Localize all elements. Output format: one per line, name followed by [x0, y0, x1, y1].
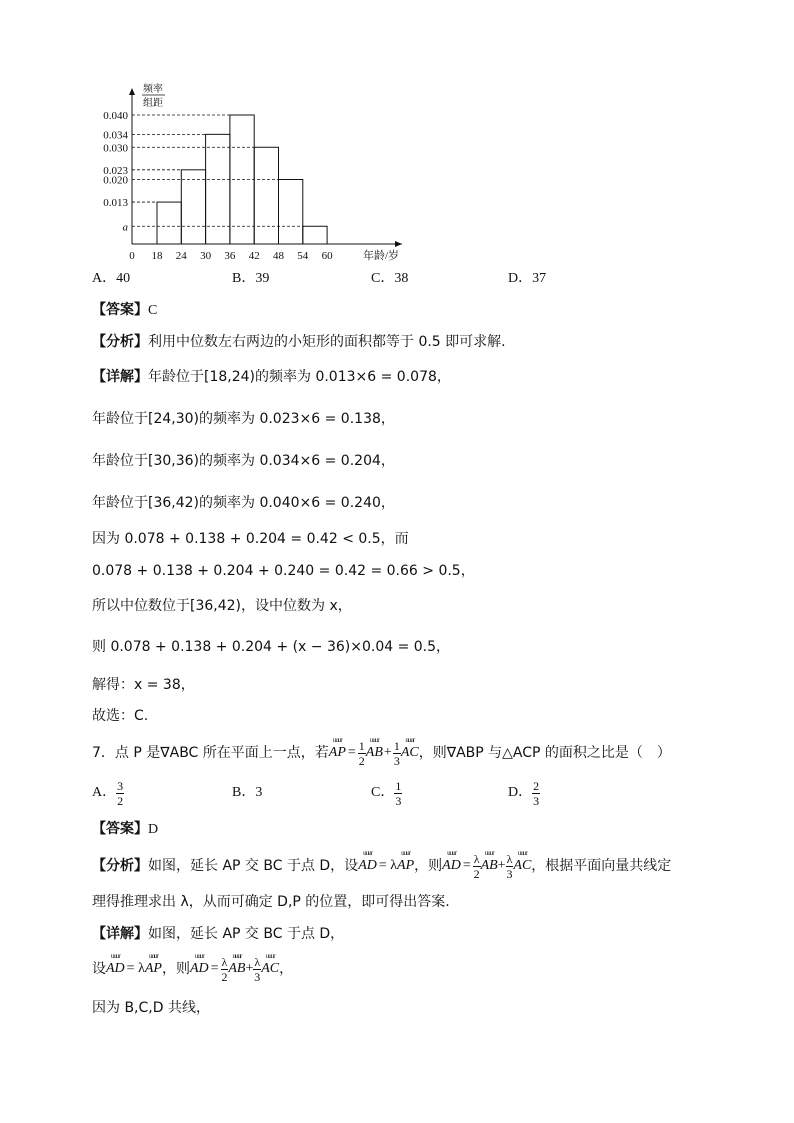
q7-option-a: A． $\frac{3}{2}$: [92, 778, 124, 808]
y-tick-label: 0.030: [103, 142, 128, 155]
answer-tag: 【答案】: [92, 302, 148, 318]
x-tick-label: 30: [200, 250, 212, 262]
option-b: B．39: [232, 271, 270, 286]
y-tick-label: 0.013: [103, 197, 128, 210]
detail-line-9: 解得：x = 38，: [92, 677, 195, 693]
x-tick-label: 48: [273, 250, 284, 262]
y-tick-label: 0.020: [103, 174, 128, 187]
y-axis-label-bottom: 组距: [143, 98, 163, 109]
detail-line-1: 【详解】年龄位于[18,24)的频率为 0.013×6 = 0.078，: [92, 369, 451, 385]
detail-line-5: 因为 0.078 + 0.138 + 0.204 = 0.42 < 0.5，而: [92, 531, 409, 547]
q7-analysis-line-1: 【分析】 如图，延长 AP 交 BC 于点 D，设 uuur AD = λ uuur AP ，则 uuur AD = $\frac{\lambda}{2}$ uuur AB + $\frac{\lambda}{3}$ uuur AC ，根据平面向量共线定: [92, 850, 671, 882]
y-tick-label: 0.040: [103, 110, 128, 122]
q7-option-c: C． $\frac{1}{3}$: [371, 778, 402, 808]
q7-stem: 7．点 P 是∇ABC 所在平面上一点，若 uuur AP = $\frac{1}{2}$ uuur AB + $\frac{1}{3}$ uuur AC ，则∇ABP 与△ACP 的面积之比是（ ）: [92, 738, 671, 768]
analysis-tag: 【分析】: [92, 334, 148, 350]
x-tick-label: 24: [175, 250, 187, 262]
fraction-half: $\frac{1}{2}$: [358, 738, 365, 768]
bar-48-54: [279, 180, 303, 245]
q7-option-d: D． $\frac{2}{3}$: [508, 778, 540, 808]
y-axis-arrow: [129, 88, 135, 95]
analysis-text: 利用中位数左右两边的小矩形的面积都等于 0.5 即可求解.: [148, 334, 506, 350]
x-tick-label: 36: [224, 250, 236, 262]
q7-detail-tag: 【详解】: [92, 926, 148, 942]
x-tick-label: 0: [129, 250, 135, 262]
q7-analysis-line-2: 理得推理求出 λ，从而可确定 D,P 的位置，即可得出答案.: [92, 894, 450, 910]
x-axis-label: 年龄/岁: [362, 250, 400, 262]
detail-line-8: 则 0.078 + 0.138 + 0.204 + (x − 36)×0.04 = 0.5，: [92, 639, 451, 655]
vector-ac: uuur AC: [401, 746, 419, 760]
detail-line-6: 0.078 + 0.138 + 0.204 + 0.240 = 0.42 = 0.66 > 0.5，: [92, 563, 475, 579]
y-tick-label: 0.023: [103, 164, 128, 177]
x-tick-label: 54: [297, 250, 309, 262]
bar-18-24: [157, 202, 181, 244]
x-tick-label: 18: [151, 250, 163, 262]
detail-line-7: 所以中位数位于[36,42)，设中位数为 x，: [92, 598, 352, 614]
detail-line-4: 年龄位于[36,42)的频率为 0.040×6 = 0.240，: [92, 495, 395, 511]
option-c: C．38: [371, 271, 409, 286]
analysis-line: [92, 335, 506, 349]
detail-line-3: 年龄位于[30,36)的频率为 0.034×6 = 0.204，: [92, 453, 395, 469]
q7-detail-line-1: 【详解】如图，延长 AP 交 BC 于点 D，: [92, 926, 345, 942]
y-tick-label: a: [122, 221, 128, 234]
answer-value: C: [148, 303, 158, 318]
x-tick-label: 60: [321, 250, 333, 262]
option-a: A．40: [92, 271, 131, 286]
bar-42-48: [254, 147, 278, 244]
x-tick-label: 42: [248, 250, 260, 262]
vector-ap: uuur AP: [329, 746, 346, 760]
option-d: D．37: [508, 271, 547, 286]
fraction-third: $\frac{1}{3}$: [393, 738, 400, 768]
detail-line-2: 年龄位于[24,30)的频率为 0.023×6 = 0.138，: [92, 411, 395, 427]
q7-answer-tag: 【答案】: [92, 821, 148, 837]
x-axis-arrow: [395, 241, 402, 247]
q7-answer-value: D: [148, 822, 159, 837]
y-tick-label: 0.034: [103, 129, 128, 142]
chart-plot-area: [103, 82, 402, 262]
q7-answer-line: [92, 822, 158, 837]
bar-24-30: [181, 170, 205, 244]
bar-30-36: [206, 134, 230, 244]
vector-ab: uuur AB: [366, 746, 383, 760]
detail-line-10: 故选：C.: [92, 708, 149, 724]
bar-54-60: [303, 226, 327, 244]
q7-detail-line-2: 设 uuur AD = λ uuur AP ，则 uuur AD = $\frac{\lambda}{2}$ uuur AB + $\frac{\lambda}{3}$ uuur AC ，: [92, 953, 293, 985]
detail-tag: 【详解】: [92, 369, 148, 385]
q7-option-b: B．3: [232, 785, 263, 800]
histogram-chart: [100, 80, 420, 265]
q7-analysis-tag: 【分析】: [92, 858, 148, 874]
answer-line: [92, 303, 157, 318]
q7-detail-line-3: 因为 B,C,D 共线，: [92, 1000, 210, 1016]
y-axis-label-top: 频率: [143, 84, 163, 95]
